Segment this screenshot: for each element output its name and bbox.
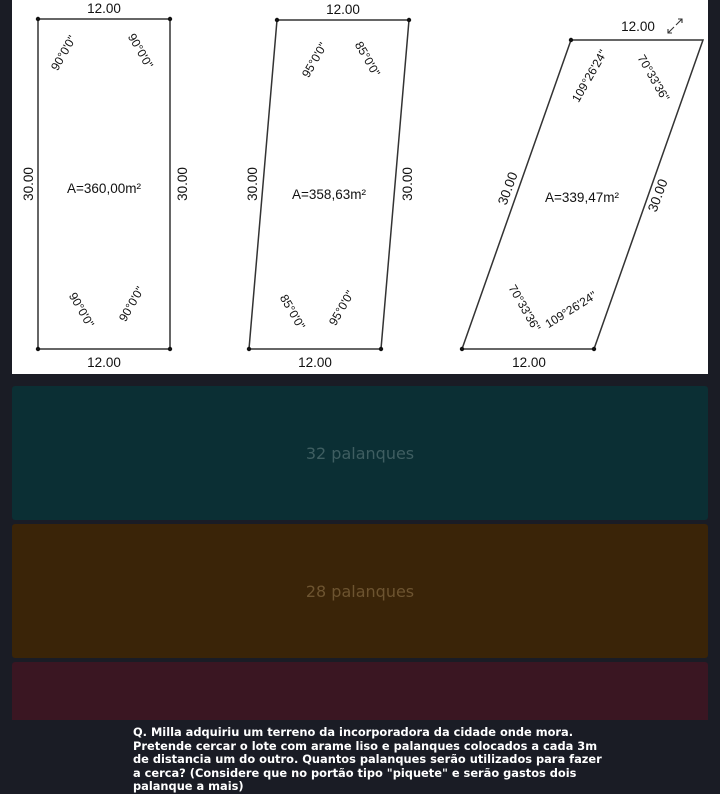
lot2-right-dim: 30.00 bbox=[400, 167, 415, 201]
expand-arrows-icon[interactable] bbox=[668, 19, 682, 33]
lot2-angle-bl: 85°0'0" bbox=[276, 292, 309, 332]
lot2-area: A=358,63m² bbox=[292, 187, 366, 202]
lot3-left-dim: 30.00 bbox=[494, 170, 521, 207]
question-bar bbox=[0, 720, 720, 794]
answer-option-2-label: 28 palanques bbox=[305, 581, 415, 601]
lot3-angle-tl: 109°26'24" bbox=[568, 47, 611, 105]
question-text: Q. Milla adquiriu um terreno da incorporadora da cidade onde mora. Pretende cercar o lote com arame liso e palanques colocados a cada 3m de distancia um do outro. Quantos palanques serão utilizados para fazer a cerca? (Considere que no portão tipo "piquete" e serão gastos dois palanque a mais) bbox=[133, 725, 602, 794]
answer-option-3[interactable] bbox=[12, 662, 708, 722]
lot1-right-dim: 30.00 bbox=[175, 167, 190, 201]
lot1-area: A=360,00m² bbox=[67, 181, 141, 196]
lot3-top-dim: 12.00 bbox=[621, 19, 655, 34]
lot1-angle-bl: 90°0'0" bbox=[65, 290, 98, 330]
lot1 bbox=[21, 1, 190, 370]
lot3-angle-tr: 70°33'36" bbox=[634, 52, 673, 104]
answer-option-2[interactable] bbox=[12, 524, 708, 658]
lot-diagram-svg bbox=[12, 0, 708, 374]
answer-option-1[interactable] bbox=[12, 386, 708, 520]
lot2-left-dim: 30.00 bbox=[245, 167, 260, 201]
lot2 bbox=[245, 2, 415, 370]
lot-diagram-figure bbox=[12, 0, 708, 374]
lot1-bottom-dim: 12.00 bbox=[87, 355, 121, 370]
lot1-angle-tl: 90°0'0" bbox=[47, 33, 80, 73]
lot3-bottom-dim: 12.00 bbox=[512, 355, 546, 370]
lot3-area: A=339,47m² bbox=[545, 190, 619, 205]
lot2-top-dim: 12.00 bbox=[326, 2, 360, 17]
lot2-outline bbox=[249, 20, 409, 349]
lot2-angle-tl: 95°0'0" bbox=[298, 40, 331, 80]
lot2-angle-tr: 85°0'0" bbox=[351, 39, 384, 79]
lot3-angle-br: 109°26'24" bbox=[542, 288, 600, 331]
answer-option-1-label: 32 palanques bbox=[305, 443, 415, 463]
lot3-angle-bl: 70°33'36" bbox=[505, 282, 544, 334]
lot1-angle-br: 90°0'0" bbox=[115, 284, 148, 324]
lot1-top-dim: 12.00 bbox=[87, 1, 121, 16]
lot1-angle-tr: 90°0'0" bbox=[124, 31, 157, 71]
lot3-right-dim: 30.00 bbox=[644, 177, 671, 214]
lot3 bbox=[460, 19, 703, 370]
lot1-left-dim: 30.00 bbox=[21, 167, 36, 201]
lot2-bottom-dim: 12.00 bbox=[298, 355, 332, 370]
lot2-angle-br: 95°0'0" bbox=[325, 288, 358, 328]
